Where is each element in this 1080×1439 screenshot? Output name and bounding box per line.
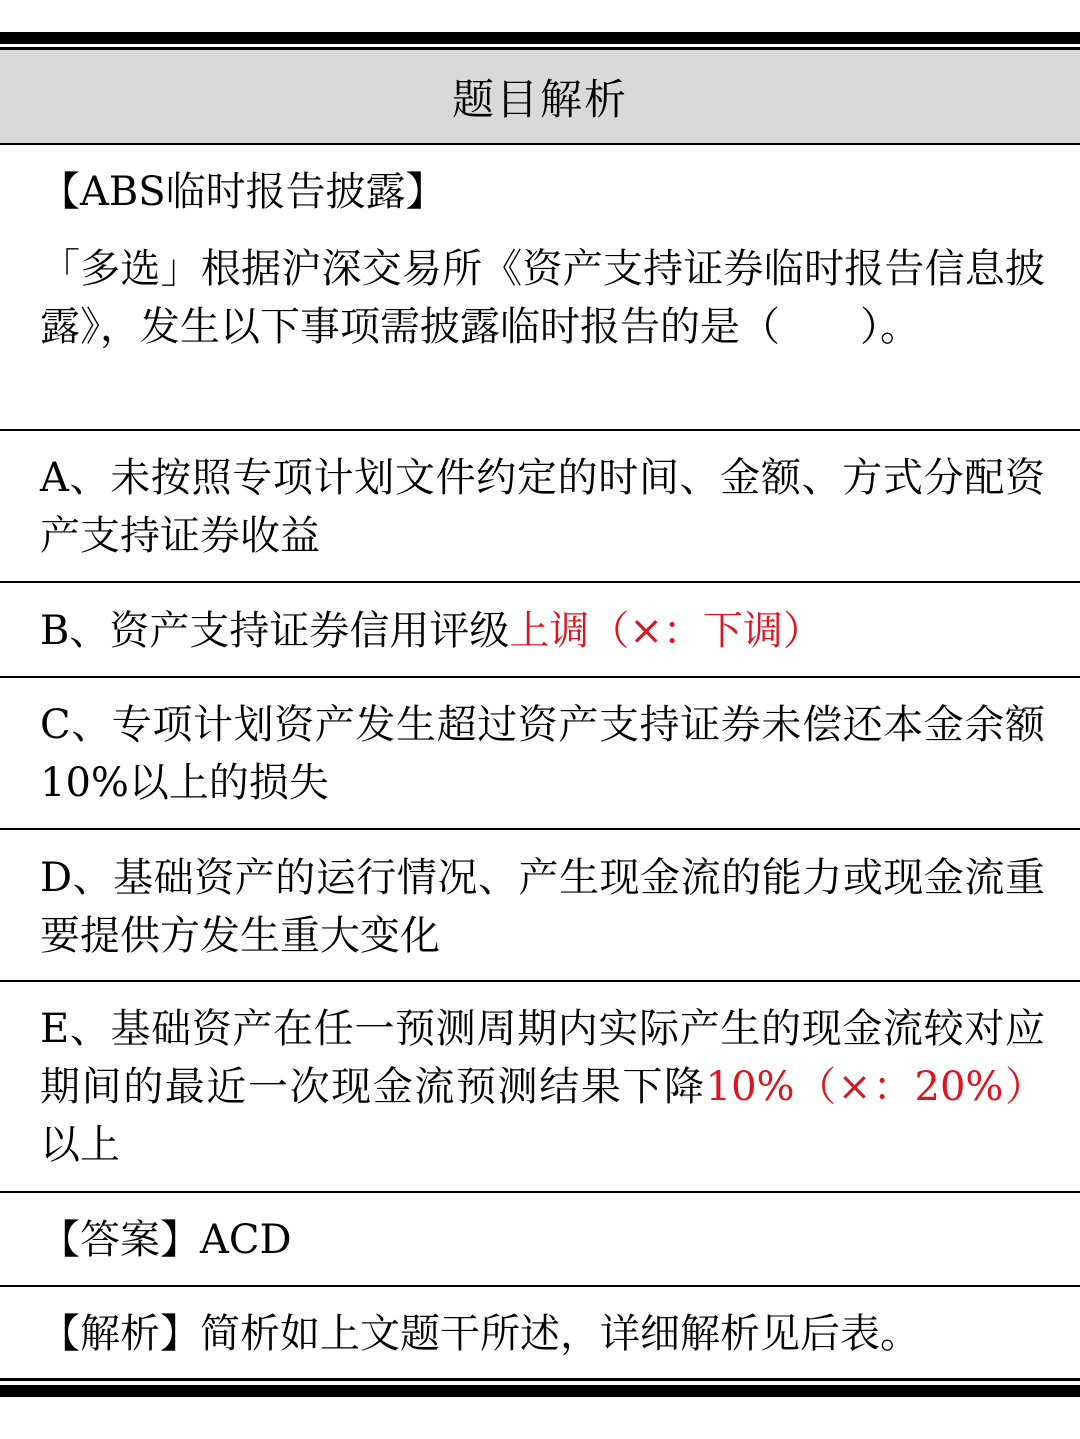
option-b bbox=[40, 602, 1045, 660]
option-d: D、基础资产的运行情况、产生现金流的能力或现金流重要提供方发生重大变化 bbox=[40, 855, 1045, 959]
divider bbox=[0, 1191, 1080, 1193]
answer: 【答案】ACD bbox=[40, 1217, 292, 1263]
top-rule-thick bbox=[0, 32, 1080, 44]
divider bbox=[0, 429, 1080, 431]
divider bbox=[0, 143, 1080, 145]
option-b-text: B、资产支持证券信用评级 bbox=[40, 608, 510, 654]
page-title bbox=[0, 50, 1080, 143]
option-e-suffix: 以上 bbox=[40, 1122, 120, 1168]
option-e bbox=[40, 1000, 1045, 1174]
divider bbox=[0, 980, 1080, 982]
bottom-rule-thick bbox=[0, 1385, 1080, 1397]
option-e-text: E、基础资产在任一预测周期内实际产生的现金流较对应期间的最近一次现金流预测结果下降 bbox=[40, 1006, 1045, 1110]
question-section-title: 【ABS临时报告披露】 bbox=[40, 169, 446, 215]
divider bbox=[0, 581, 1080, 583]
divider bbox=[0, 828, 1080, 830]
page-title-text: 题目解析 bbox=[451, 74, 628, 124]
divider bbox=[0, 676, 1080, 678]
option-e-highlight: 10%（×：20%） bbox=[705, 1064, 1046, 1110]
question-stem: 「多选」根据沪深交易所《资产支持证券临时报告信息披露》，发生以下事项需披露临时报告的是（ ）。 bbox=[40, 246, 1045, 350]
option-c: C、专项计划资产发生超过资产支持证券未偿还本金余额10%以上的损失 bbox=[40, 702, 1045, 806]
divider bbox=[0, 1285, 1080, 1287]
option-a: A、未按照专项计划文件约定的时间、金额、方式分配资产支持证券收益 bbox=[40, 455, 1045, 559]
option-b-highlight: 上调（×：下调） bbox=[509, 608, 823, 654]
analysis: 【解析】简析如上文题干所述，详细解析见后表。 bbox=[40, 1311, 920, 1357]
bottom-rule-thin bbox=[0, 1378, 1080, 1381]
